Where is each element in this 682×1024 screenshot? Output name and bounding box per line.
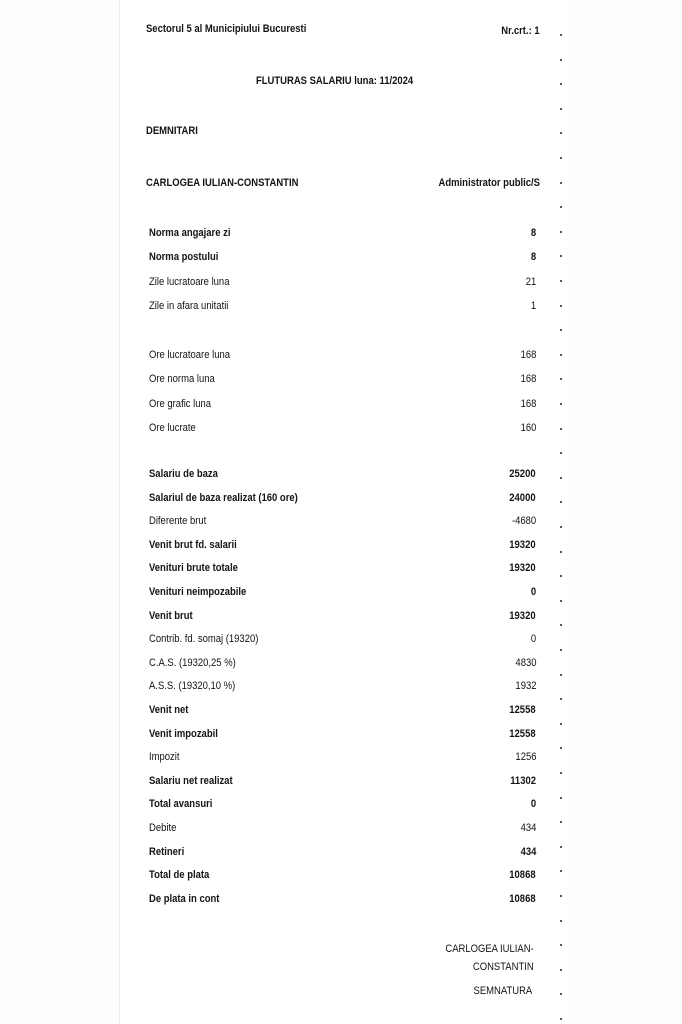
row-value: 21: [525, 276, 536, 288]
margin-dot: [560, 132, 562, 134]
row-value: 24000: [509, 492, 536, 504]
margin-dot: [560, 551, 562, 553]
row-value: 19320: [509, 562, 536, 574]
margin-dot: [560, 600, 562, 602]
margin-dot: [560, 329, 562, 331]
employee-position: Administrator public/S: [438, 177, 540, 189]
employee-category: DEMNITARI: [146, 125, 198, 137]
row-value: 12558: [509, 704, 536, 716]
margin-dot: [560, 305, 562, 307]
row-value: 10868: [509, 869, 536, 881]
margin-dot: [560, 870, 562, 872]
row-label: De plata in cont: [149, 893, 220, 905]
row-label: Zile lucratoare luna: [149, 276, 230, 288]
margin-dot: [560, 797, 562, 799]
row-value: -4680: [511, 515, 536, 527]
row-value: 10868: [509, 893, 536, 905]
row-label: Ore norma luna: [149, 373, 215, 385]
row-value: 0: [530, 798, 536, 810]
margin-dot: [560, 846, 562, 848]
row-label: Venit brut: [149, 610, 193, 622]
row-value: 434: [520, 822, 536, 834]
margin-dot: [560, 403, 562, 405]
row-label: Diferente brut: [149, 515, 207, 527]
margin-dot: [560, 428, 562, 430]
row-value: 168: [520, 349, 536, 361]
row-label: Ore grafic luna: [149, 398, 212, 410]
row-value: 19320: [509, 539, 536, 551]
margin-dot: [560, 747, 562, 749]
margin-dot: [560, 993, 562, 995]
row-label: Salariu net realizat: [149, 775, 233, 787]
margin-dot: [560, 206, 562, 208]
margin-dot: [560, 231, 562, 233]
row-label: Venit net: [149, 704, 189, 716]
row-value: 168: [520, 398, 536, 410]
row-value: 0: [530, 633, 536, 645]
margin-dot: [560, 501, 562, 503]
row-value: 12558: [509, 728, 536, 740]
margin-dot: [560, 1018, 562, 1020]
payslip-title: FLUTURAS SALARIU luna: 11/2024: [256, 75, 414, 87]
row-value: 0: [530, 586, 536, 598]
row-label: Norma postului: [149, 251, 219, 263]
margin-dot: [560, 674, 562, 676]
row-label: Impozit: [149, 751, 180, 763]
margin-dot: [560, 920, 562, 922]
margin-dot: [560, 378, 562, 380]
margin-dot: [560, 649, 562, 651]
row-label: Ore lucratoare luna: [149, 349, 230, 361]
row-value: 168: [520, 373, 536, 385]
row-label: Debite: [149, 822, 177, 834]
row-value: 160: [520, 422, 536, 434]
row-label: Zile in afara unitatii: [149, 300, 229, 312]
margin-dot: [560, 944, 562, 946]
margin-dot: [560, 255, 562, 257]
row-value: 25200: [509, 468, 536, 480]
row-value: 1932: [514, 680, 536, 692]
margin-dot: [560, 821, 562, 823]
margin-dot: [560, 772, 562, 774]
institution-name: Sectorul 5 al Municipiului Bucuresti: [146, 23, 307, 35]
row-label: Ore lucrate: [149, 422, 196, 434]
margin-dot: [560, 280, 562, 282]
row-value: 8: [530, 227, 536, 239]
signature-name-line1: CARLOGEA IULIAN-: [445, 943, 534, 955]
margin-dot: [560, 83, 562, 85]
row-label: A.S.S. (19320,10 %): [149, 680, 236, 692]
margin-dot: [560, 624, 562, 626]
margin-dot: [560, 895, 562, 897]
row-label: Venituri brute totale: [149, 562, 238, 574]
margin-dot: [560, 182, 562, 184]
margin-dot: [560, 452, 562, 454]
margin-dot: [560, 526, 562, 528]
margin-dot: [560, 698, 562, 700]
row-label: Venit brut fd. salarii: [149, 539, 237, 551]
row-value: 8: [530, 251, 536, 263]
margin-dot: [560, 723, 562, 725]
margin-dot: [560, 969, 562, 971]
margin-dot: [560, 59, 562, 61]
row-value: 1256: [514, 751, 536, 763]
signature-label: SEMNATURA: [473, 985, 532, 997]
margin-dot: [560, 575, 562, 577]
row-label: Salariu de baza: [149, 468, 218, 480]
margin-dot: [560, 157, 562, 159]
row-value: 434: [520, 846, 536, 858]
row-label: C.A.S. (19320,25 %): [149, 657, 236, 669]
employee-name: CARLOGEA IULIAN-CONSTANTIN: [146, 177, 299, 189]
margin-dot: [560, 477, 562, 479]
row-value: 4830: [514, 657, 536, 669]
margin-dot: [560, 108, 562, 110]
row-label: Total de plata: [149, 869, 210, 881]
row-label: Total avansuri: [149, 798, 213, 810]
row-value: 1: [530, 300, 536, 312]
row-label: Contrib. fd. somaj (19320): [149, 633, 259, 645]
record-number: Nr.crt.: 1: [501, 25, 540, 37]
margin-dot: [560, 34, 562, 36]
signature-name-line2: CONSTANTIN: [473, 961, 534, 973]
row-value: 11302: [510, 775, 536, 787]
row-value: 19320: [509, 610, 536, 622]
margin-dot: [560, 354, 562, 356]
row-label: Retineri: [149, 846, 185, 858]
row-label: Salariul de baza realizat (160 ore): [149, 492, 298, 504]
row-label: Venituri neimpozabile: [149, 586, 247, 598]
row-label: Norma angajare zi: [149, 227, 231, 239]
row-label: Venit impozabil: [149, 728, 218, 740]
